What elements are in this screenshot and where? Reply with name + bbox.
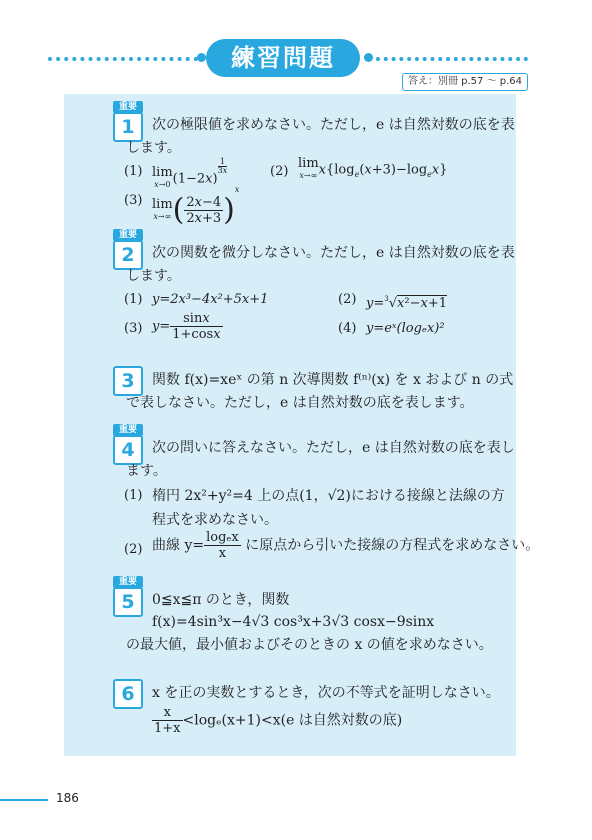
header-dot-right <box>364 53 373 62</box>
problem-4-2-post: に原点から引いた接線の方程式を求めなさい。 <box>245 537 540 554</box>
sub-label: (3) <box>124 321 143 336</box>
header-dotted-line-left <box>48 57 198 61</box>
limit-expression-1: lim x→0 (1−2x) $^{\frac{1}{3x}}$ <box>152 157 228 189</box>
expression-2-4: y=eˣ(logₑx)² <box>366 321 445 336</box>
problem-5-text: 0≦x≦π のとき，関数 <box>152 592 290 608</box>
problem-5-text-cont: の最大値，最小値およびそのときの x の値を求めなさい。 <box>126 637 493 653</box>
problem-2-text-cont: します。 <box>126 268 181 284</box>
important-label: 重要 <box>113 101 143 113</box>
fraction-denominator: x <box>218 546 227 561</box>
problem-6-inequality <box>152 705 402 736</box>
fraction-numerator: x <box>152 705 183 721</box>
sub-label: (1) <box>124 488 143 503</box>
expression-2-3: y= $\frac{\sin x}{1+\cos x}$ <box>152 311 221 342</box>
page-number: 186 <box>56 791 79 805</box>
inequality-rest: <logₑ(x+1)<x(e は自然対数の底) <box>182 712 403 729</box>
sub-label: (1) <box>124 164 143 179</box>
problem-4-1-text-cont: 程式を求めなさい。 <box>152 512 278 528</box>
sub-label: (4) <box>338 321 357 336</box>
problem-3-text: 関数 f(x)=xeˣ の第 n 次導関数 f⁽ⁿ⁾(x) を x および n の式 <box>152 372 514 388</box>
sub-label: (2) <box>270 164 289 179</box>
problem-number-4: 4 <box>113 435 143 465</box>
important-label: 重要 <box>113 424 143 436</box>
sub-label: (1) <box>124 292 143 307</box>
header-dotted-line-right <box>376 57 528 61</box>
problem-number-3: 3 <box>113 366 143 396</box>
problem-4-text: 次の問いに答えなさい。ただし，e は自然対数の底を表し <box>152 440 515 456</box>
footer-line <box>0 799 48 801</box>
problem-4-text-cont: ます。 <box>126 463 167 479</box>
expression-2-2: y=$^3$√x²−x+1 <box>366 295 447 311</box>
fraction-denominator: 1+x <box>154 721 181 736</box>
important-label: 重要 <box>113 576 143 588</box>
problem-4-2-text <box>152 530 539 561</box>
answer-reference: 答え：別冊 p.57 ～ p.64 <box>402 73 528 91</box>
problem-3-text-cont: で表しなさい。ただし，e は自然対数の底を表します。 <box>126 395 474 411</box>
header-dot-left <box>197 53 206 62</box>
problem-4-1-text: 楕円 2x²+y²=4 上の点(1，√2)における接線と法線の方 <box>152 488 505 504</box>
problem-1-text-cont: します。 <box>126 140 181 156</box>
problem-1-text: 次の極限値を求めなさい。ただし，e は自然対数の底を表 <box>152 117 515 133</box>
problem-4-2-pre: 曲線 y= <box>152 537 205 554</box>
problem-6-text: x を正の実数とするとき，次の不等式を証明しなさい。 <box>152 685 500 701</box>
sub-label: (2) <box>338 292 357 307</box>
sub-label: (3) <box>124 193 143 208</box>
page-title: 練習問題 <box>206 39 360 77</box>
important-label: 重要 <box>113 229 143 241</box>
sub-label: (2) <box>124 542 143 557</box>
problem-number-6: 6 <box>113 679 143 709</box>
problem-number-2: 2 <box>113 240 143 270</box>
problem-5-function: f(x)=4sin³x−4√3 cos³x+3√3 cosx−9sinx <box>152 614 435 630</box>
expression-2-1: y=2x³−4x²+5x+1 <box>152 292 269 307</box>
problem-number-5: 5 <box>113 587 143 617</box>
limit-expression-3: lim x→∞ ( $\frac{2x-4}{2x+3}$ )$^x$ <box>152 185 240 228</box>
problem-2-text: 次の関数を微分しなさい。ただし，e は自然対数の底を表 <box>152 245 515 261</box>
fraction-numerator: logₑx <box>206 530 239 545</box>
limit-expression-2: lim x→∞ $x\{\log_e(x+3)-\log_ex\}$ <box>298 156 448 180</box>
problem-number-1: 1 <box>113 112 143 142</box>
